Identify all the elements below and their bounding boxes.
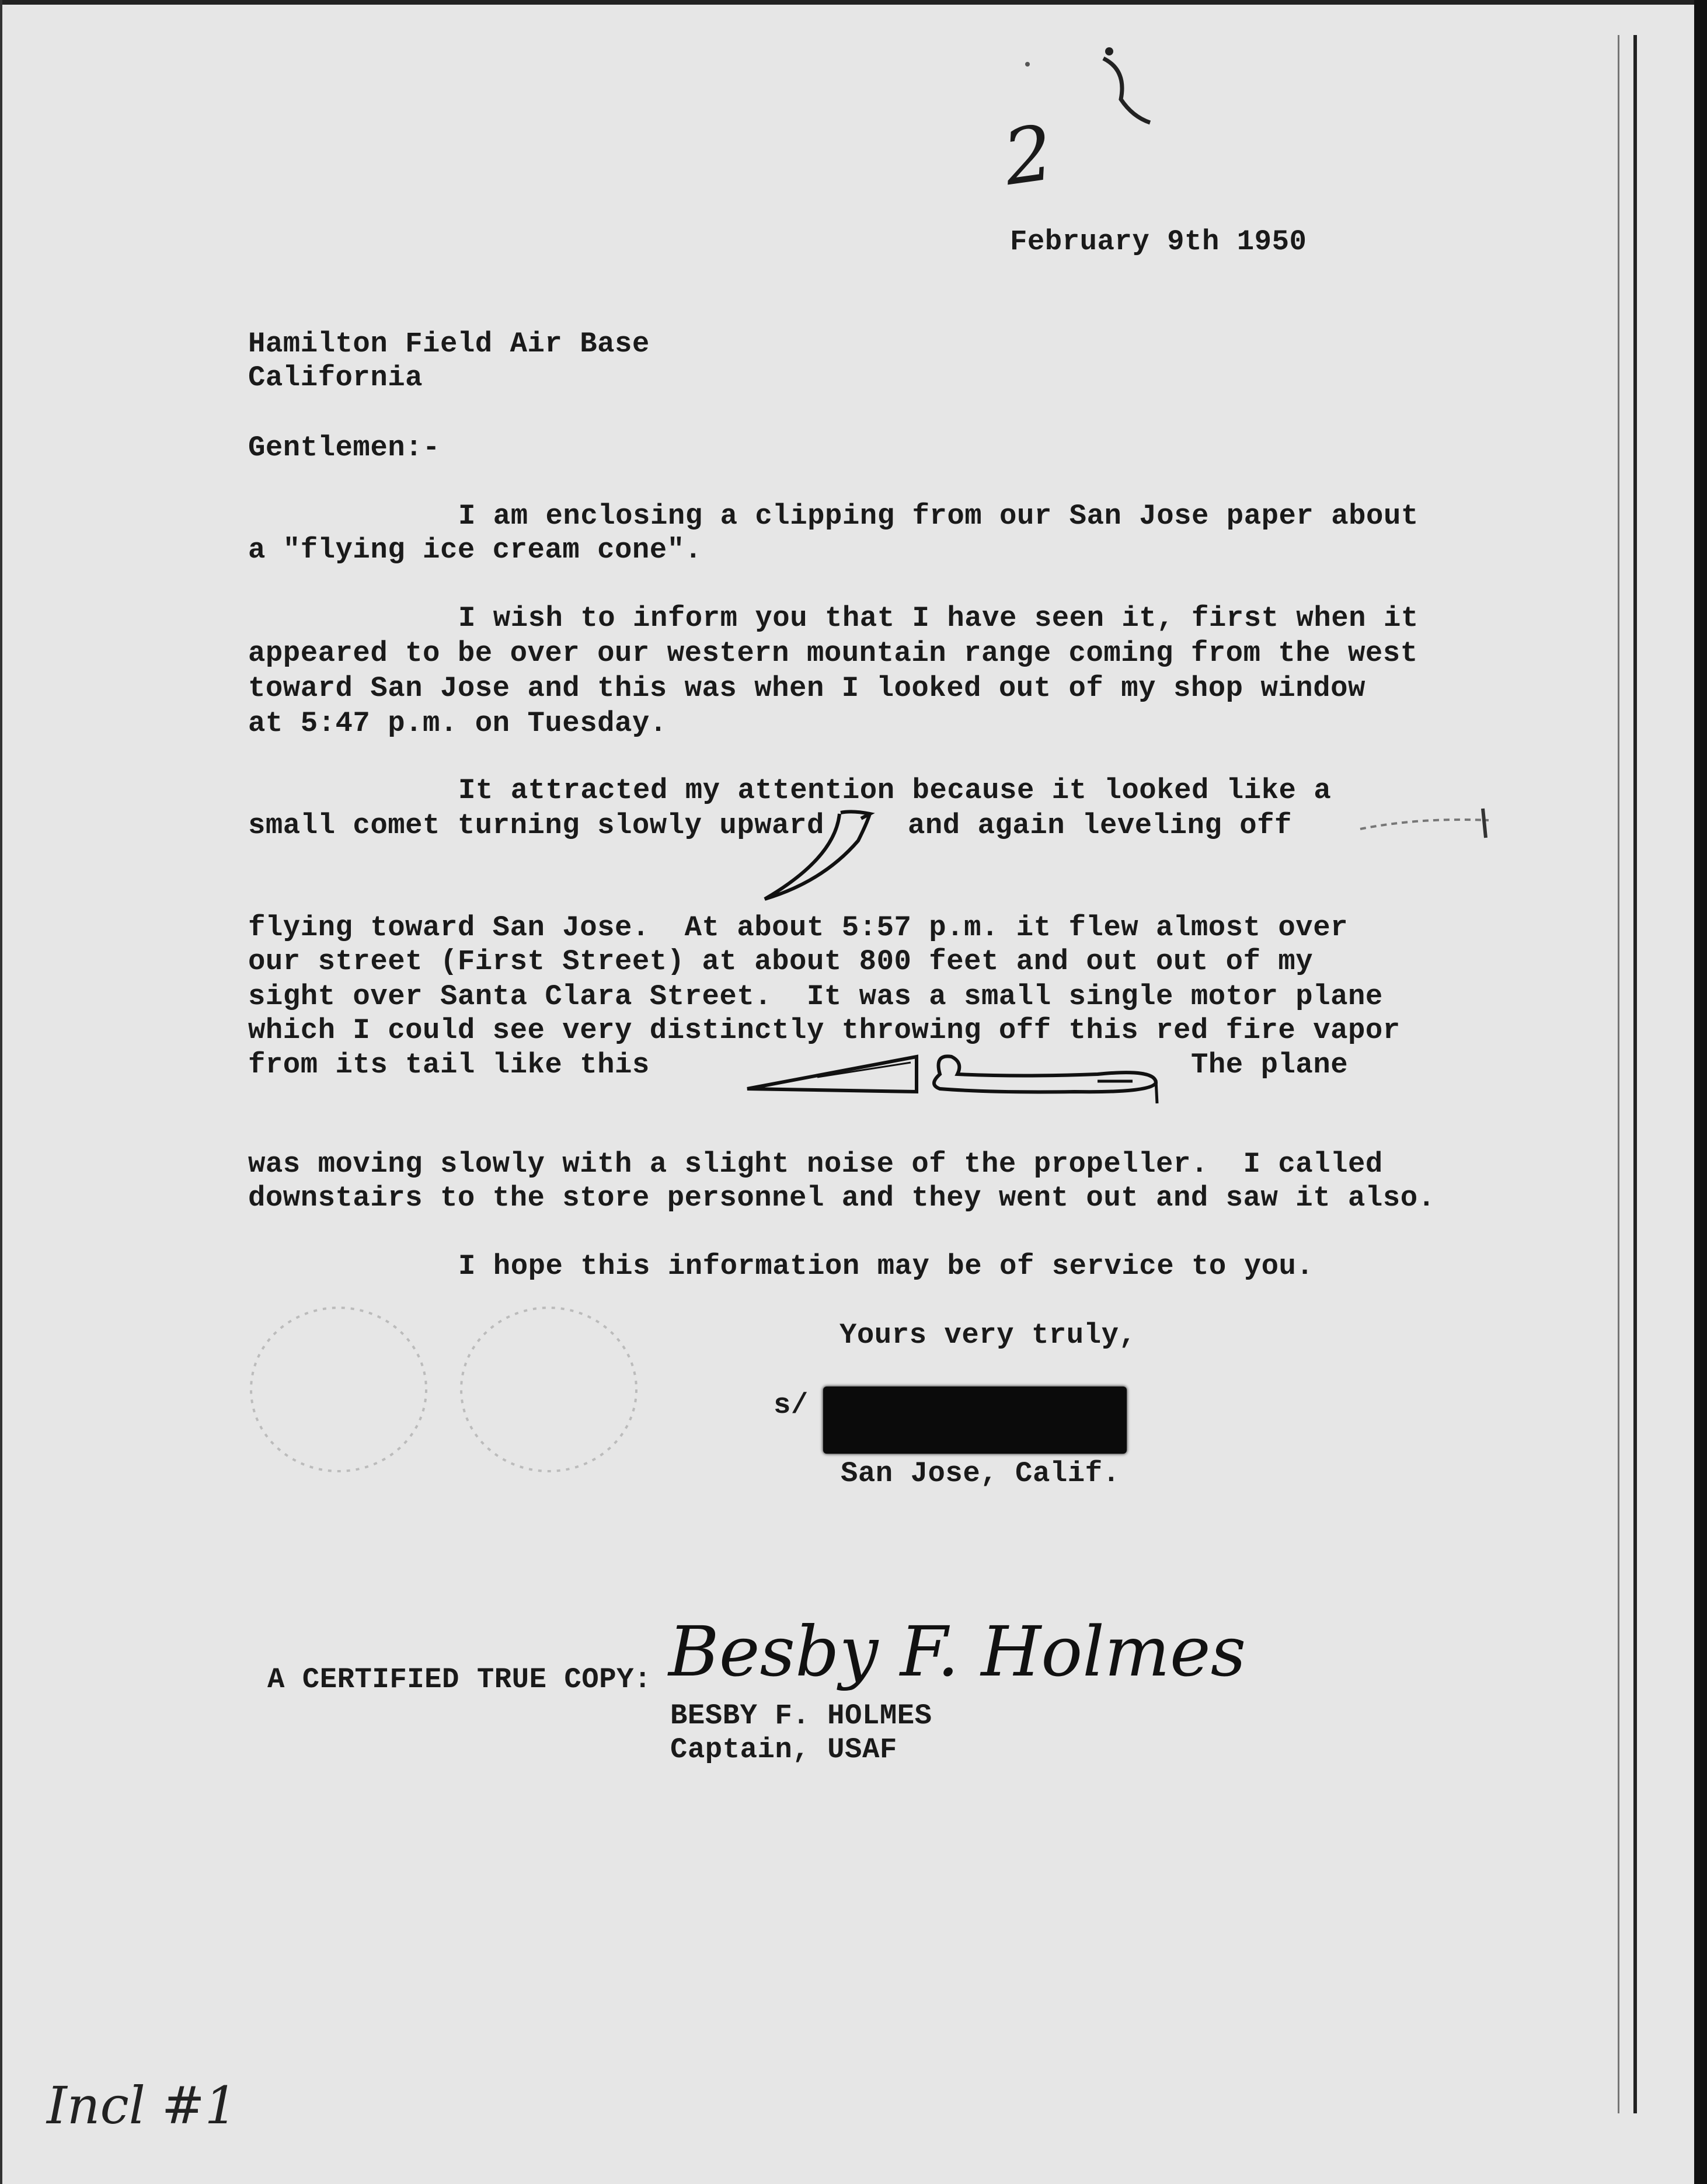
scan-border-left [0,0,2,2184]
paragraph-3-line-6: which I could see very distinctly throwing off this red fire vapor [248,1014,1401,1047]
plane-sketch [747,1045,1179,1115]
faint-mark-right [1360,806,1500,841]
paragraph-3-line-5: sight over Santa Clara Street. It was a small single motor plane [248,980,1383,1013]
scan-border-line [1633,35,1637,2113]
address-line-1: Hamilton Field Air Base [248,328,650,360]
signature-prefix: s/ [774,1389,809,1422]
paragraph-1-line-1: I am enclosing a clipping from our San Jose paper about [458,500,1419,532]
closing: Yours very truly, [839,1319,1137,1351]
paragraph-3-line-7a: from its tail like this [248,1049,650,1081]
paragraph-2-line-1: I wish to inform you that I have seen it, first when it [458,602,1419,635]
salutation: Gentlemen:- [248,431,440,464]
certifier-name: BESBY F. HOLMES [670,1699,932,1732]
scan-border-right [1694,0,1707,2184]
footer-handwritten-note: Incl #1 [47,2075,238,2136]
scan-border-line-faint [1618,35,1619,2113]
paragraph-1-line-2: a "flying ice cream cone". [248,534,702,566]
paragraph-3-line-2b: and again leveling off [908,809,1292,842]
paragraph-3-line-2a: small comet turning slowly upward [248,809,824,842]
paragraph-2-line-4: at 5:47 p.m. on Tuesday. [248,707,667,740]
paragraph-3-line-4: our street (First Street) at about 800 feet and out out of my [248,945,1314,978]
paragraph-4-line-1: was moving slowly with a slight noise of the propeller. I called [248,1148,1383,1180]
paragraph-3-line-7b: The plane [1191,1049,1349,1081]
faint-stamp [222,1255,701,1489]
scan-border-top [0,0,1707,5]
certification-signature: Besby F. Holmes [668,1611,1246,1692]
redacted-signature [823,1387,1127,1454]
paragraph-4-line-2: downstairs to the store personnel and they went out and saw it also. [248,1182,1436,1214]
paragraph-2-line-3: toward San Jose and this was when I looked out of my shop window [248,672,1365,705]
page-number-marks [1010,47,1185,163]
certifier-title: Captain, USAF [670,1733,897,1766]
certification-label: A CERTIFIED TRUE COPY: [267,1663,652,1696]
paragraph-3-line-3: flying toward San Jose. At about 5:57 p.m. it flew almost over [248,911,1349,944]
letter-date: February 9th 1950 [1010,225,1307,258]
signer-location: San Jose, Calif. [841,1457,1120,1490]
page-number: 2 [998,107,1058,203]
paragraph-2-line-2: appeared to be over our western mountain range coming from the west [248,637,1418,670]
comet-sketch [753,806,905,911]
paragraph-3-line-1: It attracted my attention because it looked like a [458,774,1332,807]
address-line-2: California [248,361,423,394]
paragraph-5: I hope this information may be of service to you. [458,1250,1314,1283]
